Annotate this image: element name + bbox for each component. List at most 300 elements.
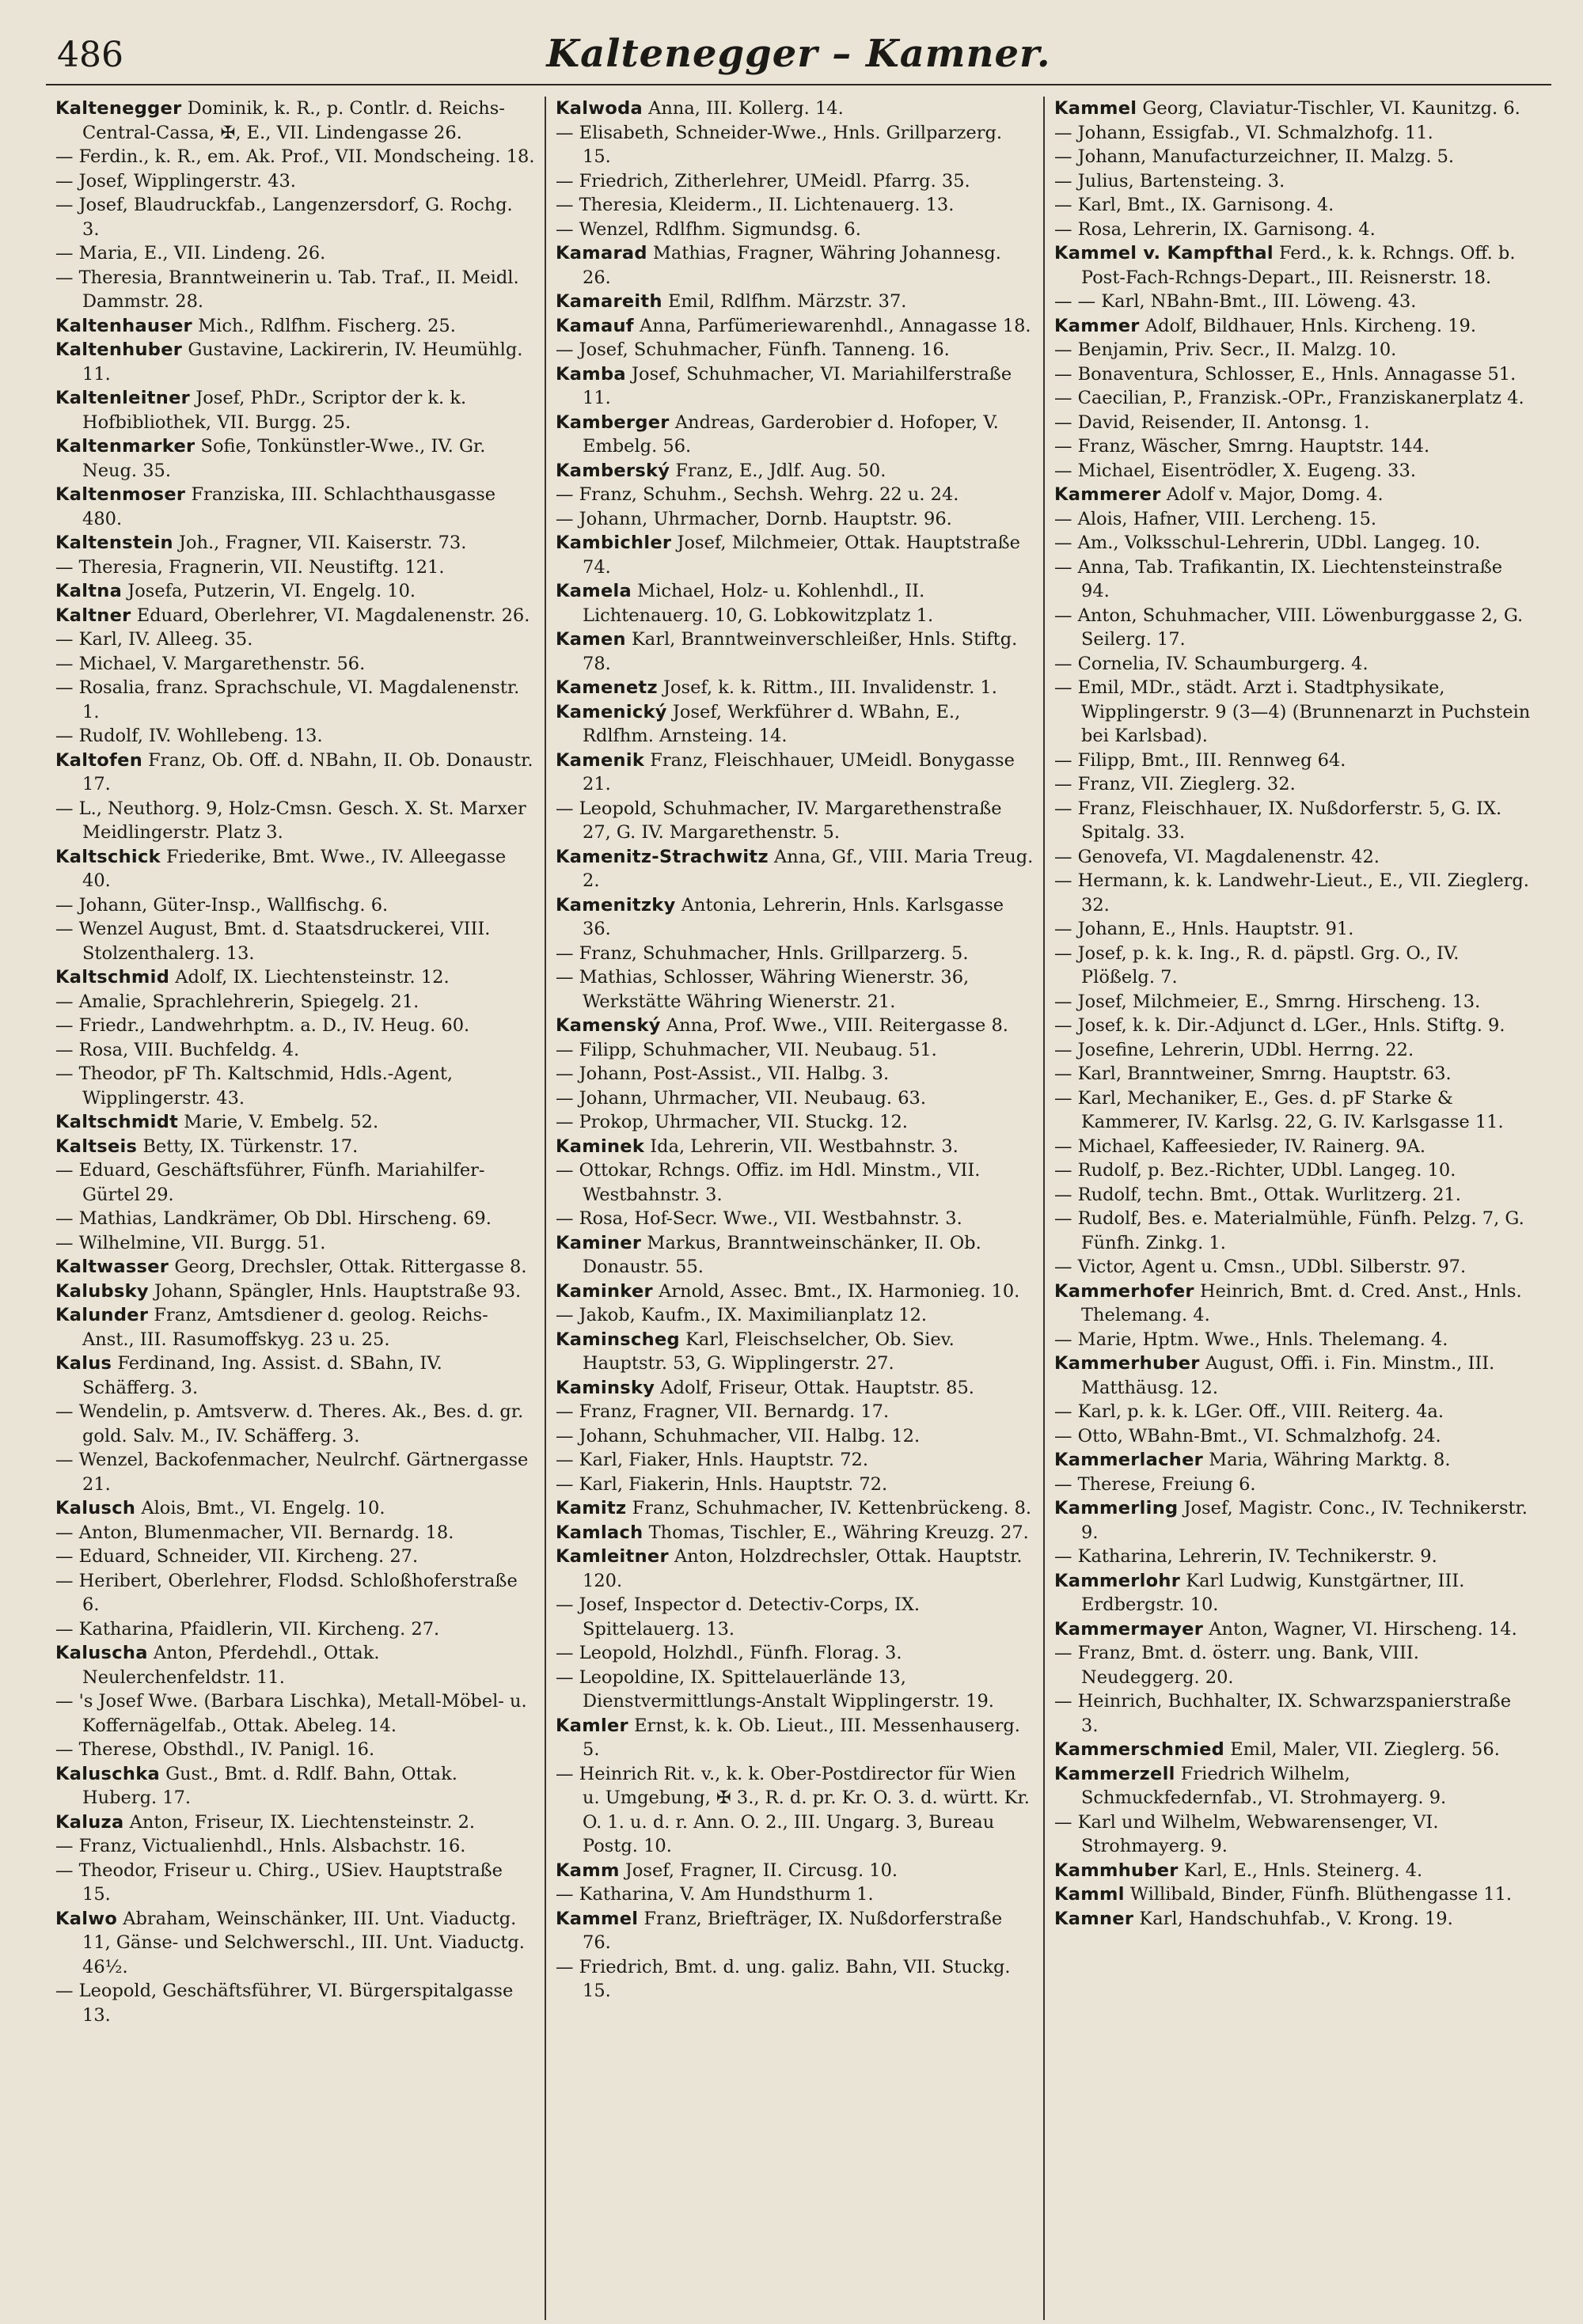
entry-surname: Kamenický	[556, 701, 667, 722]
entry-details: — Emil, MDr., städt. Arzt i. Stadtphysikate, Wipplingerstr. 9 (3—4) (Brunnenarzt in Puchstein bei Karlsbad).	[1054, 677, 1531, 746]
directory-entry	[1054, 121, 1532, 146]
entry-details: — Michael, Eisentrödler, X. Eugeng. 33.	[1054, 460, 1416, 481]
entry-details: — L., Neuthorg. 9, Holz-Cmsn. Gesch. X. St. Marxer Meidlingerstr. Platz 3.	[55, 798, 526, 843]
entry-details: — David, Reisender, II. Antonsg. 1.	[1054, 411, 1370, 433]
entry-details: Emil, Maler, VII. Zieglerg. 56.	[1224, 1739, 1500, 1760]
entry-surname: Kamenetz	[556, 677, 658, 698]
directory-entry	[556, 1762, 1034, 1859]
entry-details: August, Offi. i. Fin. Minstm., III. Matthäusg. 12.	[1081, 1353, 1495, 1398]
directory-entry	[55, 1135, 535, 1159]
directory-entry	[1054, 362, 1532, 387]
directory-entry	[1054, 241, 1532, 290]
directory-entry	[55, 1617, 535, 1642]
entry-details: — Franz, VII. Zieglerg. 32.	[1054, 774, 1296, 794]
entry-details: — Johann, Schuhmacher, VII. Halbg. 12.	[556, 1425, 921, 1446]
entry-surname: Kaltenleitner	[55, 388, 191, 408]
directory-entry	[1054, 1352, 1532, 1400]
directory-entry	[55, 266, 535, 314]
entry-details: — Ferdin., k. R., em. Ak. Prof., VII. Mondscheing. 18.	[55, 146, 535, 167]
directory-entry	[1054, 1473, 1532, 1497]
directory-entry	[1054, 1569, 1532, 1617]
entry-surname: Kalus	[55, 1353, 112, 1374]
directory-entry	[556, 97, 1034, 121]
entry-details: — Franz, Bmt. d. österr. ung. Bank, VIII. Neudeggerg. 20.	[1054, 1643, 1419, 1688]
entry-details: — Theresia, Branntweinerin u. Tab. Traf., II. Meidl. Dammstr. 28.	[55, 267, 519, 312]
directory-entry	[1054, 797, 1532, 845]
directory-entry	[1054, 1400, 1532, 1424]
directory-entry	[55, 1569, 535, 1617]
directory-entry	[556, 169, 1034, 194]
directory-entry	[55, 1062, 535, 1110]
entry-details: — Katharina, V. Am Hundsthurm 1.	[556, 1884, 874, 1905]
directory-entry	[1054, 749, 1532, 773]
directory-entry	[556, 314, 1034, 339]
entry-details: — Wilhelmine, VII. Burgg. 51.	[55, 1232, 326, 1253]
entry-details: Josef, Fragner, II. Circusg. 10.	[619, 1860, 898, 1881]
entry-surname: Kamenitz-Strachwitz	[556, 846, 769, 867]
directory-entry	[1054, 314, 1532, 339]
directory-entry	[1054, 218, 1532, 242]
entry-details: — Anna, Tab. Trafikantin, IX. Liechtensteinstraße 94.	[1054, 556, 1503, 601]
directory-entry	[556, 1303, 1034, 1328]
directory-entry	[1054, 1183, 1532, 1207]
directory-entry	[55, 1280, 535, 1304]
entry-details: — Katharina, Lehrerin, IV. Technikerstr. 9.	[1054, 1546, 1437, 1567]
entry-details: Josef, PhDr., Scriptor der k. k. Hofbibliothek, VII. Burgg. 25.	[82, 388, 467, 433]
directory-entry	[556, 1666, 1034, 1714]
directory-entry	[1054, 845, 1532, 870]
directory-entry	[1054, 942, 1532, 990]
directory-entry	[556, 1545, 1034, 1593]
directory-entry	[556, 362, 1034, 411]
entry-surname: Kaltner	[55, 605, 131, 626]
entry-details: Gust., Bmt. d. Rdlf. Bahn, Ottak. Huberg. 17.	[82, 1763, 457, 1808]
directory-entry	[556, 459, 1034, 483]
entry-details: — Leopold, Schuhmacher, IV. Margarethenstraße 27, G. IV. Margarethenstr. 5.	[556, 798, 1002, 843]
directory-entry	[1054, 1448, 1532, 1473]
entry-surname: Kaltenhuber	[55, 339, 183, 360]
directory-entry	[556, 1062, 1034, 1086]
entry-details: — Julius, Bartensteing. 3.	[1054, 170, 1285, 191]
directory-entry	[1054, 869, 1532, 917]
entry-surname: Kalwo	[55, 1908, 118, 1929]
directory-entry	[55, 483, 535, 531]
entry-details: Mathias, Fragner, Währing Johannesg. 26.	[583, 243, 1001, 288]
directory-entry	[55, 314, 535, 339]
entry-surname: Kaltseis	[55, 1135, 138, 1157]
entry-details: Anton, Friseur, IX. Liechtensteinstr. 2.	[123, 1811, 476, 1833]
directory-entry	[55, 1110, 535, 1135]
directory-entry	[556, 121, 1034, 169]
directory-entry	[1054, 338, 1532, 362]
directory-entry	[556, 241, 1034, 290]
entry-details: — Otto, WBahn-Bmt., VI. Schmalzhofg. 24.	[1054, 1425, 1441, 1446]
entry-details: Josef, Werkführer d. WBahn, E., Rdlfhm. Arnsteing. 14.	[583, 701, 961, 746]
entry-surname: Kaltenmarker	[55, 436, 196, 457]
entry-details: — Franz, Wäscher, Smrng. Hauptstr. 144.	[1054, 436, 1430, 457]
entry-details: — Anton, Schuhmacher, VIII. Löwenburggasse 2, G. Seilerg. 17.	[1054, 605, 1524, 650]
entry-details: Friedrich Wilhelm, Schmuckfedernfab., VI. Strohmayerg. 9.	[1081, 1763, 1447, 1808]
directory-entry	[55, 1207, 535, 1231]
entry-details: — Karl, Bmt., IX. Garnisong. 4.	[1054, 195, 1334, 215]
entry-details: Anna, Gf., VIII. Maria Treug. 2.	[583, 846, 1034, 891]
entry-surname: Kamauf	[556, 315, 634, 336]
directory-entry	[55, 1448, 535, 1496]
directory-entry	[556, 1135, 1034, 1159]
entry-details: — Johann, Essigfab., VI. Schmalzhofg. 11.	[1054, 122, 1433, 143]
entry-surname: Kaltschmid	[55, 967, 170, 988]
directory-entry	[55, 604, 535, 628]
entry-details: Thomas, Tischler, E., Währing Kreuzg. 27.	[643, 1522, 1029, 1543]
entry-details: — Leopoldine, IX. Spittelauerlände 13, Dienstvermittlungs-Anstalt Wipplingerstr. 19.	[556, 1666, 994, 1712]
entry-surname: Kaltna	[55, 581, 123, 601]
entry-details: — Rosa, Hof-Secr. Wwe., VII. Westbahnstr. 3.	[556, 1208, 962, 1229]
entry-surname: Kamba	[556, 363, 626, 385]
entry-details: — Franz, Fragner, VII. Bernardg. 17.	[556, 1401, 890, 1422]
entry-details: — Johann, Uhrmacher, Dornb. Hauptstr. 96.	[556, 508, 952, 529]
entry-details: Franziska, III. Schlachthausgasse 480.	[82, 484, 496, 529]
entry-surname: Kammerzell	[1054, 1763, 1175, 1784]
column-left	[46, 97, 545, 2320]
entry-surname: Kamberger	[556, 411, 670, 433]
directory-entry	[55, 434, 535, 483]
entry-details: Josef, Schuhmacher, VI. Mariahilferstraße 11.	[583, 363, 1012, 408]
directory-entry	[55, 797, 535, 845]
entry-surname: Kalusch	[55, 1498, 136, 1518]
entry-details: — Theodor, Friseur u. Chirg., USiev. Hauptstraße 15.	[55, 1860, 503, 1905]
entry-details: Karl, E., Hnls. Steinerg. 4.	[1178, 1860, 1423, 1881]
directory-entry	[55, 1545, 535, 1569]
entry-surname: Kamen	[556, 629, 626, 650]
entry-details: — Therese, Freiung 6.	[1054, 1473, 1256, 1495]
directory-entry	[55, 1303, 535, 1352]
entry-details: Betty, IX. Türkenstr. 17.	[137, 1135, 359, 1157]
entry-surname: Kammel	[556, 1908, 639, 1929]
directory-entry	[1054, 386, 1532, 411]
directory-entry	[1054, 1859, 1532, 1883]
entry-details: Friederike, Bmt. Wwe., IV. Alleegasse 40.	[82, 846, 507, 891]
directory-entry	[556, 1424, 1034, 1449]
directory-entry	[556, 1907, 1034, 1955]
entry-surname: Kamleitner	[556, 1546, 669, 1567]
entry-surname: Kammhuber	[1054, 1860, 1179, 1881]
directory-entry	[556, 749, 1034, 797]
directory-entry	[1054, 1424, 1532, 1449]
directory-entry	[1054, 1038, 1532, 1063]
entry-details: — Josef, Inspector d. Detectiv-Corps, IX. Spittelauerg. 13.	[556, 1594, 921, 1640]
entry-details: Adolf, Bildhauer, Hnls. Kircheng. 19.	[1139, 315, 1476, 336]
directory-entry	[1054, 434, 1532, 459]
entry-details: Eduard, Oberlehrer, VI. Magdalenenstr. 26.	[131, 605, 530, 626]
directory-entry	[1054, 1062, 1532, 1086]
directory-entry	[1054, 1545, 1532, 1569]
directory-entry	[1054, 1255, 1532, 1280]
entry-details: — Michael, Kaffeesieder, IV. Rainerg. 9A.	[1054, 1135, 1425, 1157]
directory-entry	[556, 1400, 1034, 1424]
entry-details: — Johann, Manufacturzeichner, II. Malzg. 5.	[1054, 146, 1455, 167]
entry-details: Anton, Pferdehdl., Ottak. Neulerchenfeldstr. 11.	[82, 1643, 380, 1688]
directory-entry	[1054, 1328, 1532, 1352]
entry-details: — Alois, Hafner, VIII. Lercheng. 15.	[1054, 508, 1377, 529]
entry-details: — Friedr., Landwehrhptm. a. D., IV. Heug. 60.	[55, 1015, 470, 1036]
entry-details: — Franz, Victualienhdl., Hnls. Alsbachstr. 16.	[55, 1836, 466, 1856]
directory-entry	[556, 1448, 1034, 1473]
entry-surname: Kamenitzky	[556, 894, 676, 916]
entry-surname: Kamberský	[556, 460, 670, 481]
directory-entry	[1054, 652, 1532, 677]
entry-details: — Genovefa, VI. Magdalenenstr. 42.	[1054, 846, 1380, 867]
entry-details: Ferd., k. k. Rchngs. Off. b. Post-Fach-Rchngs-Depart., III. Reisnerstr. 18.	[1081, 243, 1516, 288]
entry-details: — Karl, Branntweiner, Smrng. Hauptstr. 63.	[1054, 1063, 1452, 1084]
entry-surname: Kaminker	[556, 1280, 653, 1302]
entry-details: Karl Ludwig, Kunstgärtner, III. Erdbergstr. 10.	[1081, 1570, 1465, 1615]
directory-entry	[1054, 990, 1532, 1014]
directory-entry	[556, 845, 1034, 893]
directory-entry	[556, 1038, 1034, 1063]
entry-details: — Heinrich Rit. v., k. k. Ober-Postdirector für Wien u. Umgebung, ✠ 3., R. d. pr. Kr. O. 3. d. württ. Kr. O. 1. u. d. r. Ann. O. 2., III. Ungarg. 3, Bureau Postg. 10.	[556, 1763, 1030, 1856]
entry-details: — Rudolf, Bes. e. Materialmühle, Fünfh. Pelzg. 7, G. Fünfh. Zinkg. 1.	[1054, 1208, 1524, 1253]
entry-details: Marie, V. Embelg. 52.	[178, 1112, 379, 1132]
directory-entry	[55, 917, 535, 965]
directory-entry	[1054, 145, 1532, 169]
directory-entry	[1054, 1014, 1532, 1038]
entry-details: — Josef, Schuhmacher, Fünfh. Tanneng. 16.	[556, 339, 950, 360]
entry-details: Markus, Branntweinschänker, II. Ob. Donaustr. 55.	[583, 1232, 981, 1277]
directory-entry	[556, 1882, 1034, 1907]
directory-entry	[55, 241, 535, 266]
directory-entry	[55, 990, 535, 1014]
directory-entry	[556, 1207, 1034, 1231]
directory-entry	[1054, 97, 1532, 121]
entry-details: Michael, Holz- u. Kohlenhdl., II. Lichtenauerg. 10, G. Lobkowitzplatz 1.	[583, 581, 934, 626]
entry-details: — Rudolf, p. Bez.-Richter, UDbl. Langeg. 10.	[1054, 1160, 1456, 1181]
entry-details: — Johann, Post-Assist., VII. Halbg. 3.	[556, 1063, 890, 1084]
entry-surname: Kammerlohr	[1054, 1570, 1181, 1591]
directory-entry	[1054, 483, 1532, 507]
directory-entry	[55, 338, 535, 386]
directory-entry	[556, 700, 1034, 749]
entry-surname: Kammerhuber	[1054, 1353, 1200, 1374]
entry-surname: Kamlach	[556, 1522, 643, 1543]
directory-entry	[55, 386, 535, 434]
directory-entry	[55, 1810, 535, 1835]
entry-details: — Amalie, Sprachlehrerin, Spiegelg. 21.	[55, 991, 419, 1012]
entry-details: — Elisabeth, Schneider-Wwe., Hnls. Grillparzerg. 15.	[556, 122, 1003, 167]
entry-surname: Kaluschka	[55, 1763, 160, 1784]
directory-entry	[556, 579, 1034, 627]
entry-details: Karl, Branntweinverschleißer, Hnls. Stiftg. 78.	[583, 629, 1018, 674]
entry-surname: Kammermayer	[1054, 1618, 1204, 1640]
directory-entry	[55, 193, 535, 241]
entry-details: — Theodor, pF Th. Kaltschmid, Hdls.-Agent, Wipplingerstr. 43.	[55, 1063, 454, 1109]
directory-entry	[556, 531, 1034, 579]
entry-details: — Mathias, Schlosser, Währing Wienerstr. 36, Werkstätte Währing Wienerstr. 21.	[556, 967, 970, 1012]
directory-entry	[1054, 604, 1532, 652]
directory-entry	[1054, 1762, 1532, 1810]
entry-details: — Ottokar, Rchngs. Offiz. im Hdl. Minstm., VII. Westbahnstr. 3.	[556, 1160, 981, 1205]
directory-entry	[556, 1859, 1034, 1883]
entry-surname: Kammerer	[1054, 484, 1161, 505]
entry-details: Johann, Spängler, Hnls. Hauptstraße 93.	[148, 1280, 522, 1302]
directory-entry	[556, 1280, 1034, 1304]
entry-details: — Jakob, Kaufm., IX. Maximilianplatz 12.	[556, 1305, 928, 1325]
entry-details: — Johann, Uhrmacher, VII. Neubaug. 63.	[556, 1087, 926, 1109]
directory-entry	[1054, 555, 1532, 604]
entry-details: — Therese, Obsthdl., IV. Panigl. 16.	[55, 1739, 375, 1760]
entry-details: — Josef, p. k. k. Ing., R. d. päpstl. Grg. O., IV. Plößelg. 7.	[1054, 942, 1460, 988]
entry-details: — Karl, Fiaker, Hnls. Hauptstr. 72.	[556, 1450, 868, 1470]
entry-details: — Am., Volksschul-Lehrerin, UDbl. Langeg. 10.	[1054, 533, 1481, 553]
entry-details: Josef, k. k. Rittm., III. Invalidenstr. 1.	[657, 677, 997, 698]
entry-details: — Rosa, Lehrerin, IX. Garnisong. 4.	[1054, 218, 1376, 240]
entry-details: Franz, Briefträger, IX. Nußdorferstraße 76.	[583, 1908, 1003, 1953]
entry-details: — Rosa, VIII. Buchfeldg. 4.	[55, 1039, 300, 1060]
entry-details: — Benjamin, Priv. Secr., II. Malzg. 10.	[1054, 339, 1397, 360]
directory-entry	[55, 169, 535, 194]
entry-details: Franz, Ob. Off. d. NBahn, II. Ob. Donaustr. 17.	[82, 749, 533, 794]
directory-entry	[556, 1110, 1034, 1135]
directory-entry	[55, 1496, 535, 1521]
entry-details: — Franz, Schuhmacher, Hnls. Grillparzerg. 5.	[556, 942, 969, 964]
entry-details: — Katharina, Pfaidlerin, VII. Kircheng. 27.	[55, 1618, 440, 1640]
page-header	[46, 22, 1551, 85]
directory-entry	[556, 507, 1034, 532]
directory-entry	[1054, 1882, 1532, 1907]
entry-details: — Karl, IV. Alleeg. 35.	[55, 629, 253, 650]
directory-entry	[1054, 676, 1532, 749]
entry-details: — Eduard, Geschäftsführer, Fünfh. Mariahilfer-Gürtel 29.	[55, 1160, 485, 1205]
directory-entry	[55, 845, 535, 893]
entry-details: — Josef, k. k. Dir.-Adjunct d. LGer., Hnls. Stiftg. 9.	[1054, 1015, 1505, 1036]
entry-surname: Kammerhofer	[1054, 1280, 1194, 1302]
entry-details: — Heribert, Oberlehrer, Flodsd. Schloßhoferstraße 6.	[55, 1570, 518, 1615]
directory-entry	[556, 1231, 1034, 1280]
entry-details: — Anton, Blumenmacher, VII. Bernardg. 18.	[55, 1522, 454, 1543]
directory-entry	[55, 724, 535, 749]
entry-details: Arnold, Assec. Bmt., IX. Harmonieg. 10.	[652, 1280, 1020, 1302]
entry-details: — Wenzel, Rdlfhm. Sigmundsg. 6.	[556, 218, 861, 240]
entry-details: — Leopold, Holzhdl., Fünfh. Florag. 3.	[556, 1643, 902, 1663]
entry-surname: Kalunder	[55, 1305, 149, 1325]
entry-details: — Friedrich, Bmt. d. ung. galiz. Bahn, VII. Stuckg. 15.	[556, 1956, 1011, 2001]
entry-details: Karl, Fleischselcher, Ob. Siev. Hauptstr. 53, G. Wipplingerstr. 27.	[583, 1329, 955, 1374]
directory-entry	[55, 1400, 535, 1448]
entry-details: — 's Josef Wwe. (Barbara Lischka), Metall-Möbel- u. Koffernägelfab., Ottak. Abeleg. 14.	[55, 1691, 527, 1736]
entry-surname: Kamner	[1054, 1908, 1134, 1929]
directory-entry	[55, 1158, 535, 1207]
directory-entry	[55, 749, 535, 797]
entry-details: Franz, Amtsdiener d. geolog. Reichs-Anst., III. Rasumoffskyg. 23 u. 25.	[82, 1305, 488, 1350]
entry-details: Joh., Fragner, VII. Kaiserstr. 73.	[173, 533, 467, 553]
directory-entry	[1054, 169, 1532, 194]
entry-details: — Eduard, Schneider, VII. Kircheng. 27.	[55, 1546, 419, 1567]
entry-details: Josef, Milchmeier, Ottak. Hauptstraße 74.	[583, 533, 1020, 578]
directory-entry	[556, 1086, 1034, 1111]
entry-details: Franz, Fleischhauer, UMeidl. Bonygasse 21.	[583, 749, 1015, 794]
entry-surname: Kamareith	[556, 291, 662, 312]
directory-entry	[556, 1496, 1034, 1521]
directory-entry	[55, 531, 535, 555]
directory-entry	[556, 1376, 1034, 1401]
directory-entry	[1054, 1738, 1532, 1762]
entry-details: — Leopold, Geschäftsführer, VI. Bürgerspitalgasse 13.	[55, 1981, 514, 2026]
directory-entry	[55, 1738, 535, 1762]
entry-details: — Marie, Hptm. Wwe., Hnls. Thelemang. 4.	[1054, 1329, 1448, 1350]
directory-entry	[1054, 411, 1532, 435]
directory-entry	[556, 942, 1034, 966]
directory-entry	[55, 676, 535, 724]
directory-entry	[556, 1714, 1034, 1762]
directory-entry	[55, 555, 535, 580]
directory-entry	[55, 1231, 535, 1256]
directory-entry	[55, 145, 535, 169]
entry-surname: Kalwoda	[556, 98, 643, 119]
directory-entry	[55, 627, 535, 652]
directory-entry	[55, 1859, 535, 1907]
entry-details: Gustavine, Lackirerin, IV. Heumühlg. 11.	[82, 339, 523, 385]
entry-details: — Rosalia, franz. Sprachschule, VI. Magdalenenstr. 1.	[55, 677, 520, 722]
entry-details: Emil, Rdlfhm. Märzstr. 37.	[662, 291, 907, 312]
entry-details: Josef, Magistr. Conc., IV. Technikerstr. 9.	[1081, 1498, 1528, 1543]
entry-surname: Kalubsky	[55, 1280, 149, 1302]
entry-surname: Kamler	[556, 1715, 628, 1736]
directory-entry	[55, 1689, 535, 1738]
directory-entry	[556, 1158, 1034, 1207]
directory-entry	[1054, 1158, 1532, 1183]
entry-details: — Mathias, Landkrämer, Ob Dbl. Hirscheng. 69.	[55, 1208, 492, 1229]
entry-surname: Kammerlacher	[1054, 1450, 1204, 1470]
entry-details: — — Karl, NBahn-Bmt., III. Löweng. 43.	[1054, 291, 1417, 312]
entry-surname: Kambichler	[556, 533, 672, 553]
entry-surname: Kammerling	[1054, 1498, 1179, 1518]
directory-entry	[1054, 193, 1532, 218]
directory-entry	[1054, 1617, 1532, 1642]
entry-details: — Prokop, Uhrmacher, VII. Stuckg. 12.	[556, 1112, 908, 1132]
entry-details: — Karl und Wilhelm, Webwarensenger, VI. Strohmayerg. 9.	[1054, 1811, 1439, 1856]
directory-entry	[55, 1979, 535, 2027]
directory-entry	[556, 483, 1034, 507]
directory-entry	[1054, 290, 1532, 314]
entry-details: — Bonaventura, Schlosser, E., Hnls. Annagasse 51.	[1054, 363, 1517, 385]
entry-details: — Johann, Güter-Insp., Wallfischg. 6.	[55, 894, 389, 916]
entry-surname: Kammel	[1054, 98, 1137, 119]
directory-entry	[556, 1521, 1034, 1545]
entry-details: — Karl, p. k. k. LGer. Off., VIII. Reiterg. 4a.	[1054, 1401, 1444, 1422]
entry-details: Ida, Lehrerin, VII. Westbahnstr. 3.	[644, 1135, 959, 1157]
entry-details: Heinrich, Bmt. d. Cred. Anst., Hnls. Thelemang. 4.	[1081, 1280, 1522, 1325]
entry-details: Alois, Bmt., VI. Engelg. 10.	[135, 1498, 385, 1518]
entry-details: — Victor, Agent u. Cmsn., UDbl. Silberstr. 97.	[1054, 1257, 1467, 1277]
directory-entry	[1054, 1207, 1532, 1255]
directory-entry	[1054, 1641, 1532, 1689]
directory-entry	[1054, 1280, 1532, 1328]
entry-details: Andreas, Garderobier d. Hofoper, V. Embelg. 56.	[583, 411, 999, 457]
entry-surname: Kaluza	[55, 1811, 124, 1833]
entry-surname: Kammel v. Kampfthal	[1054, 243, 1274, 263]
entry-details: — Filipp, Schuhmacher, VII. Neubaug. 51.	[556, 1039, 937, 1060]
directory-entry	[556, 1641, 1034, 1666]
entry-details: — Theresia, Fragnerin, VII. Neustiftg. 121.	[55, 556, 445, 578]
entry-details: — Rudolf, IV. Wohllebeng. 13.	[55, 726, 323, 746]
directory-entry	[556, 1955, 1034, 2004]
directory-entry	[556, 965, 1034, 1014]
directory-entry	[1054, 1907, 1532, 1932]
directory-entry	[556, 1593, 1034, 1641]
entry-surname: Kammer	[1054, 315, 1140, 336]
directory-entry	[55, 1907, 535, 1980]
entry-details: Antonia, Lehrerin, Hnls. Karlsgasse 36.	[583, 894, 1004, 939]
entry-surname: Kamarad	[556, 243, 647, 263]
